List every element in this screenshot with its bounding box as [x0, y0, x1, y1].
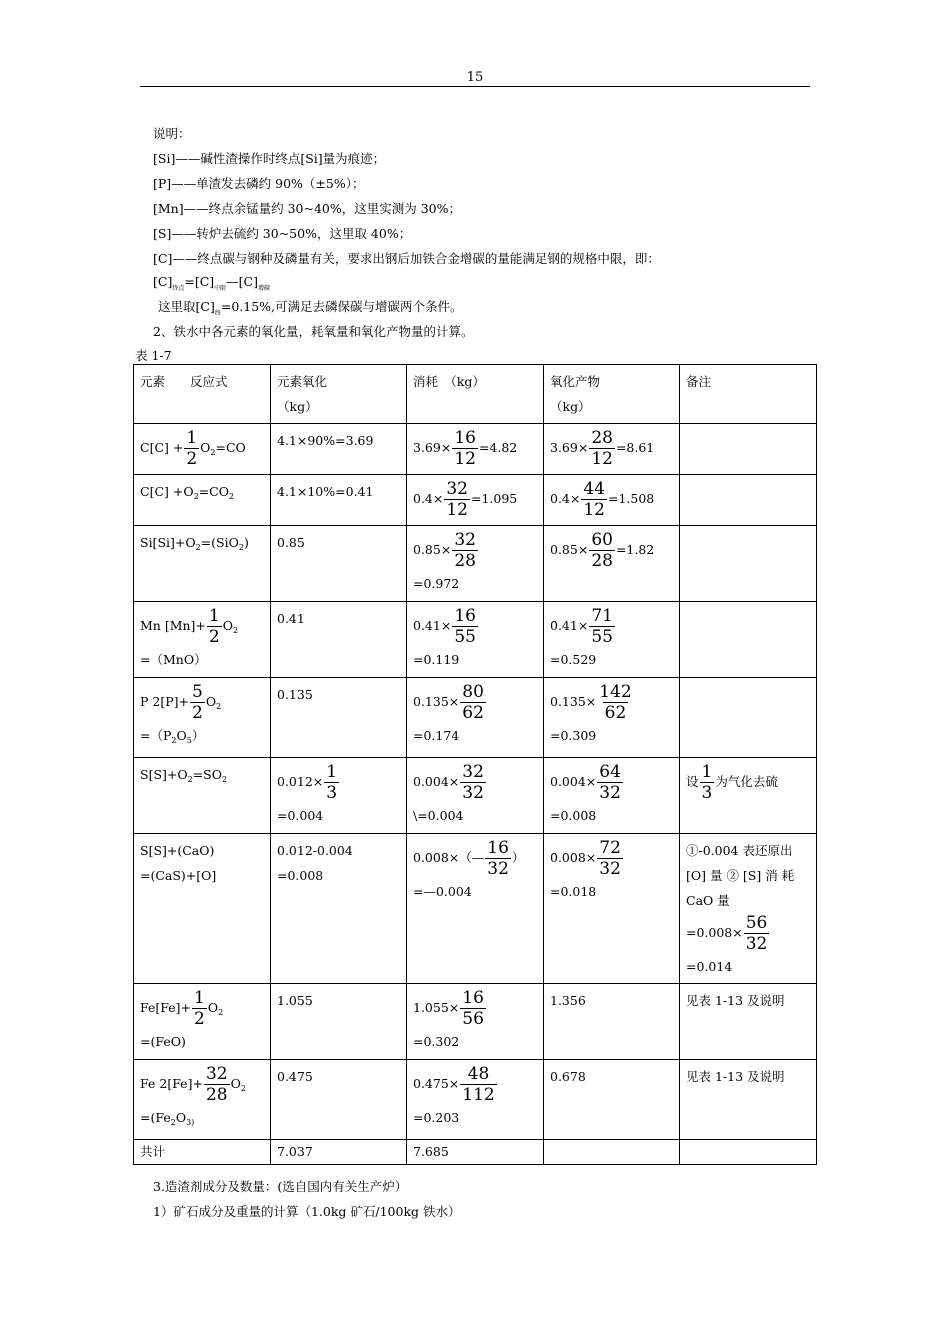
table-row — [134, 475, 817, 526]
table-header-row — [134, 365, 817, 424]
reaction-cell: P 2[P]+ $\frac{5}{2}$ $O_2$ $=(P_2O_5)$ — [134, 678, 271, 758]
remark-cell: 见表 1-13 及说明 — [680, 984, 817, 1060]
reaction-cell: Fe 2[Fe]+ $\frac{32}{28}$ $O_2$ $=(Fe_2O_{3)}$ — [134, 1060, 271, 1140]
oxidation-table — [133, 364, 817, 1165]
reaction-cell: Fe[Fe]+ $\frac{1}{2}$ $O_2$ =(FeO) — [134, 984, 271, 1060]
product-cell: 0.41× $\frac{71}{55}$ =0.529 — [544, 602, 680, 678]
table-title: 表 1-7 — [135, 348, 172, 363]
remark-cell: ①-0.004 表还原出 [O] 量 ② [S] 消 耗 CaO 量 =0.008× $\frac{56}{32}$ =0.014 — [680, 834, 817, 984]
table-row — [134, 424, 817, 475]
reaction-cell: Mn [Mn]+ $\frac{1}{2}$ $O_2$ =（MnO） — [134, 602, 271, 678]
total-product — [544, 1140, 680, 1165]
total-remark — [680, 1140, 817, 1165]
header-rule — [140, 86, 810, 87]
reaction-cell: S[S]+(CaO) =(CaS)+[O] — [134, 834, 271, 984]
oxidation-cell: 0.475 — [271, 1060, 407, 1140]
note-c: [C]——终点碳与钢种及磷量有关，要求出钢后加铁合金增碳的量能满足钢的规格中限，即： — [153, 251, 660, 266]
oxidation-cell: 0.41 — [271, 602, 407, 678]
ore-calculation-heading: 1）矿石成分及重量的计算（1.0kg 矿石/100kg 铁水） — [153, 1204, 461, 1219]
oxidation-cell: 4.1×10%=0.41 — [271, 475, 407, 526]
consumption-cell: 1.055× $\frac{16}{56}$ =0.302 — [407, 984, 544, 1060]
section-3-heading: 3.造渣剂成分及数量：(选自国内有关生产炉） — [153, 1179, 408, 1194]
table-row — [134, 758, 817, 834]
product-cell: 0.4× $\frac{44}{12}$ =1.508 — [544, 475, 680, 526]
remark-cell: 设 $\frac{1}{3}$ 为气化去硫 — [680, 758, 817, 834]
oxidation-cell: 1.055 — [271, 984, 407, 1060]
consumption-cell: 3.69× $\frac{16}{12}$ =4.82 — [407, 424, 544, 475]
product-cell: 0.004× $\frac{64}{32}$ =0.008 — [544, 758, 680, 834]
oxidation-cell: 0.85 — [271, 526, 407, 602]
table-row — [134, 602, 817, 678]
note-heading: 说明： — [153, 126, 191, 141]
remark-cell: 见表 1-13 及说明 — [680, 1060, 817, 1140]
consumption-cell: 0.008×（— $\frac{16}{32}$ ） =—0.004 — [407, 834, 544, 984]
oxidation-cell: 4.1×90%=3.69 — [271, 424, 407, 475]
remark-cell — [680, 475, 817, 526]
page-number: 15 — [466, 70, 484, 85]
product-cell: 0.85× $\frac{60}{28}$ =1.82 — [544, 526, 680, 602]
consumption-cell: 0.135× $\frac{80}{62}$ =0.174 — [407, 678, 544, 758]
reaction-cell: $S[S]+O_2=SO_2$ — [134, 758, 271, 834]
total-label: 共计 — [134, 1140, 271, 1165]
product-cell: 1.356 — [544, 984, 680, 1060]
oxidation-cell: 0.012-0.004 =0.008 — [271, 834, 407, 984]
oxidation-cell: 0.012× $\frac{1}{3}$ =0.004 — [271, 758, 407, 834]
table-row — [134, 1060, 817, 1140]
reaction-cell: $Si[Si]+O_2=(SiO_2)$ — [134, 526, 271, 602]
header-oxidation: 元素氧化 （kg） — [271, 365, 407, 424]
table-row — [134, 526, 817, 602]
header-reaction: 元素 反应式 — [134, 365, 271, 424]
note-s: [S]——转炉去硫约 30~50%，这里取 40%； — [153, 226, 412, 241]
section-2-heading: 2、铁水中各元素的氧化量，耗氧量和氧化产物量的计算。 — [153, 324, 474, 339]
consumption-cell: 0.4× $\frac{32}{12}$ =1.095 — [407, 475, 544, 526]
remark-cell — [680, 602, 817, 678]
header-product: 氧化产物 （kg） — [544, 365, 680, 424]
table-row — [134, 834, 817, 984]
header-remark: 备注 — [680, 365, 817, 424]
table-row — [134, 678, 817, 758]
consumption-cell: 0.004× $\frac{32}{32}$ \=0.004 — [407, 758, 544, 834]
note-si: [Si]——碱性渣操作时终点[Si]量为痕迹； — [153, 151, 386, 166]
oxidation-cell: 0.135 — [271, 678, 407, 758]
reaction-cell: C[C] + $\frac{1}{2}$ $O_2=CO$ — [134, 424, 271, 475]
consumption-cell: 0.41× $\frac{16}{55}$ =0.119 — [407, 602, 544, 678]
remark-cell — [680, 424, 817, 475]
total-oxidation: 7.037 — [271, 1140, 407, 1165]
product-cell: 3.69× $\frac{28}{12}$ =8.61 — [544, 424, 680, 475]
table-total-row — [134, 1140, 817, 1165]
product-cell: 0.678 — [544, 1060, 680, 1140]
product-cell: 0.135× $\frac{142}{62}$ =0.309 — [544, 678, 680, 758]
carbon-formula: $[C]_{终点}=[C]_{中限}—[C]_{增碳}$ — [153, 274, 270, 292]
note-p: [P]——单渣发去磷约 90%（±5%）； — [153, 176, 365, 191]
carbon-choice: 这里取$[C]_终=0.15\%$,可满足去磷保碳与增碳两个条件。 — [158, 299, 463, 317]
remark-cell — [680, 678, 817, 758]
consumption-cell: 0.85× $\frac{32}{28}$ =0.972 — [407, 526, 544, 602]
remark-cell — [680, 526, 817, 602]
header-consumption: 消耗 （kg） — [407, 365, 544, 424]
table-row — [134, 984, 817, 1060]
reaction-cell: $C[C] +O_2=CO_2$ — [134, 475, 271, 526]
product-cell: 0.008× $\frac{72}{32}$ =0.018 — [544, 834, 680, 984]
note-mn: [Mn]——终点余锰量约 30~40%，这里实测为 30%； — [153, 201, 461, 216]
total-consumption: 7.685 — [407, 1140, 544, 1165]
consumption-cell: 0.475× $\frac{48}{112}$ =0.203 — [407, 1060, 544, 1140]
